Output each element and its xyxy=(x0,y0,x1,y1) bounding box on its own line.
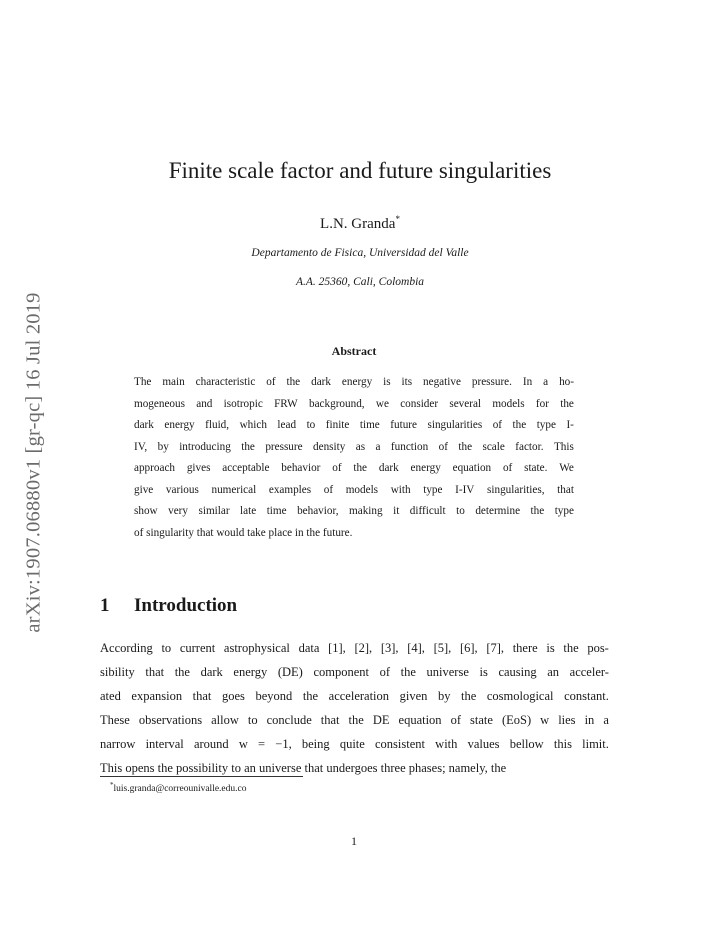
abstract-heading: Abstract xyxy=(331,344,377,358)
text-line: sibility that the dark energy (DE) component of the universe is causing an acceler- xyxy=(100,665,609,679)
text-line: IV, by introducing the pressure density as a function of the scale factor. This xyxy=(134,440,574,453)
text-line: mogeneous and isotropic FRW background, we consider several models for the xyxy=(134,397,574,410)
arxiv-side-stamp xyxy=(14,264,54,660)
affiliation-address: A.A. 25360, Cali, Colombia xyxy=(295,276,425,288)
section-heading xyxy=(100,595,237,617)
abstract-body xyxy=(134,372,574,544)
footnote-rule xyxy=(100,776,303,777)
footnote-mark: * xyxy=(110,781,114,789)
footnote xyxy=(110,781,247,794)
text-line: The main characteristic of the dark energy is its negative pressure. In a ho- xyxy=(134,376,574,388)
arxiv-identifier: arXiv:1907.06880v1 [gr-qc] 16 Jul 2019 xyxy=(22,291,45,633)
paper-title: Finite scale factor and future singularities xyxy=(168,158,552,183)
text-line: approach gives acceptable behavior of the dark energy equation of state. We xyxy=(134,462,574,474)
text-line: These observations allow to conclude that the DE equation of state (EoS) w lies in a xyxy=(100,713,609,727)
section-number: 1 xyxy=(100,595,110,616)
text-line: narrow interval around w = −1, being quite consistent with values bellow this limit. xyxy=(100,737,609,751)
author-name: L.N. Granda xyxy=(320,216,396,232)
affiliation-department: Departamento de Fisica, Universidad del Valle xyxy=(251,247,469,259)
text-line: dark energy fluid, which lead to finite time future singularities of the type I- xyxy=(134,419,574,431)
intro-body xyxy=(100,636,609,780)
text-line: This opens the possibility to an universe that undergoes three phases; namely, the xyxy=(100,761,507,775)
page-number: 1 xyxy=(351,834,357,848)
author-footnote-mark: * xyxy=(395,214,400,224)
text-line: According to current astrophysical data [1], [2], [3], [4], [5], [6], [7], there is the pos- xyxy=(100,641,609,655)
author-line xyxy=(0,214,720,233)
footnote-email: luis.granda@correounivalle.edu.co xyxy=(113,784,247,794)
text-line: show very similar late time behavior, making it difficult to determine the type xyxy=(134,505,574,517)
text-line: ated expansion that goes beyond the acceleration given by the cosmological constant. xyxy=(100,689,609,703)
text-line: give various numerical examples of models with type I-IV singularities, that xyxy=(134,483,574,496)
text-line: of singularity that would take place in the future. xyxy=(134,526,353,539)
section-title: Introduction xyxy=(134,595,238,616)
